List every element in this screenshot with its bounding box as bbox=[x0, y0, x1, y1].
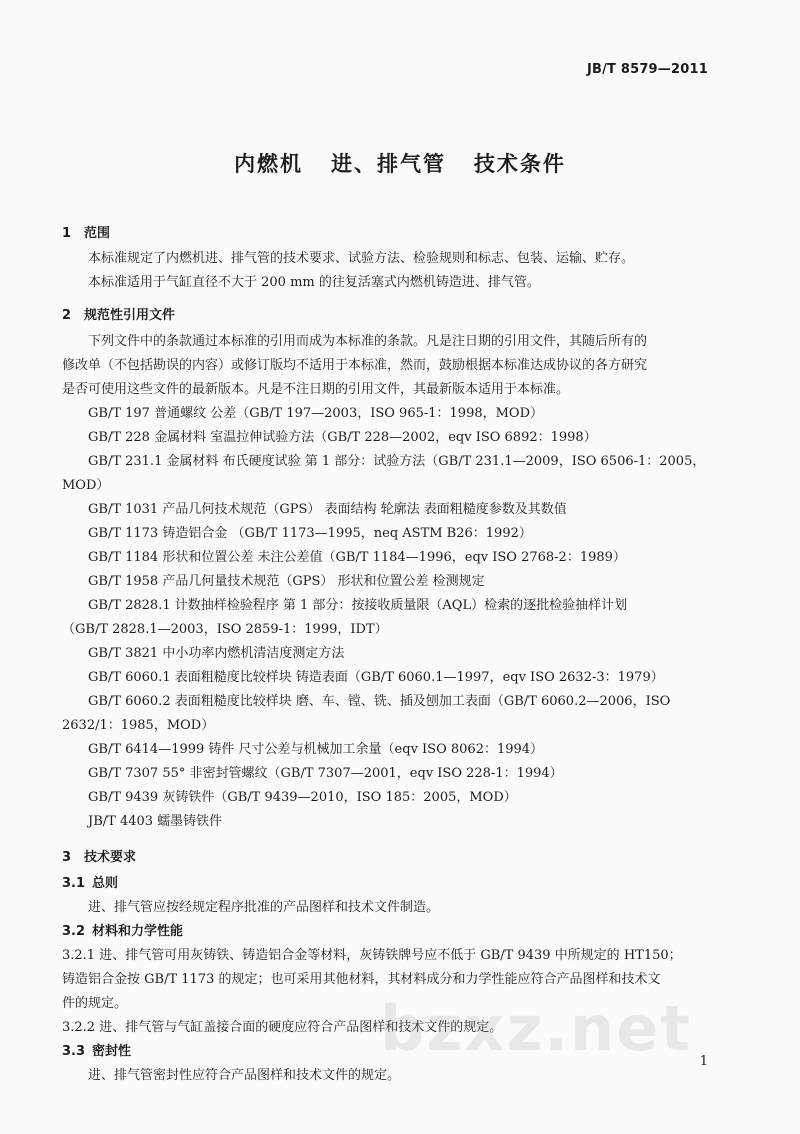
reference-item: GB/T 1184 形状和位置公差 未注公差值（GB/T 1184—1996，eqv ISO 2768-2：1989） bbox=[88, 550, 626, 565]
reference-item: GB/T 1031 产品几何技术规范（GPS） 表面结构 轮廓法 表面粗糙度参数及其数值 bbox=[88, 502, 567, 517]
reference-item: GB/T 197 普通螺纹 公差（GB/T 197—2003，ISO 965-1：1998，MOD） bbox=[88, 406, 544, 421]
page-number: 1 bbox=[699, 1054, 708, 1069]
subsection-number: 3.2 bbox=[62, 924, 86, 939]
reference-item: GB/T 6414—1999 铸件 尺寸公差与机械加工余量（eqv ISO 8062：1994） bbox=[88, 742, 544, 757]
clause-3-2-2-line: 3.2.2 进、排气管与气缸盖接合面的硬度应符合产品图样和技术文件的规定。 bbox=[62, 1020, 503, 1035]
section-number: 2 bbox=[62, 308, 72, 323]
reference-item: GB/T 1173 铸造铝合金 （GB/T 1173—1995，neq ASTM B26：1992） bbox=[88, 526, 532, 541]
body-line: 修改单（不包括勘误的内容）或修订版均不适用于本标准，然而，鼓励根据本标准达成协议的各方研究 bbox=[62, 358, 648, 373]
document-title: 内燃机 进、排气管 技术条件 bbox=[234, 152, 566, 176]
subsection-number: 3.1 bbox=[62, 876, 86, 891]
section-title: 规范性引用文件 bbox=[84, 308, 176, 323]
reference-item: GB/T 9439 灰铸铁件（GB/T 9439—2010，ISO 185：2005，MOD） bbox=[88, 790, 517, 805]
subsection-3-2-heading bbox=[62, 920, 183, 939]
reference-item: GB/T 3821 中小功率内燃机清洁度测定方法 bbox=[88, 646, 345, 661]
reference-item: GB/T 2828.1 计数抽样检验程序 第 1 部分：按接收质量限（AQL）检索的逐批检验抽样计划 bbox=[88, 598, 628, 613]
reference-item: （GB/T 2828.1—2003，ISO 2859-1：1999，IDT） bbox=[62, 622, 388, 637]
section-1-heading bbox=[62, 222, 110, 241]
body-line: 是否可使用这些文件的最新版本。凡是不注日期的引用文件，其最新版本适用于本标准。 bbox=[62, 382, 570, 397]
clause-3-2-1-line: 件的规定。 bbox=[62, 996, 128, 1011]
reference-item: GB/T 231.1 金属材料 布氏硬度试验 第 1 部分：试验方法（GB/T 231.1—2009，ISO 6506-1：2005， bbox=[88, 454, 706, 469]
subsection-3-3-heading bbox=[62, 1040, 131, 1059]
subsection-title: 总则 bbox=[92, 876, 119, 891]
body-line: 本标准适用于气缸直径不大于 200 mm 的往复活塞式内燃机铸造进、排气管。 bbox=[88, 275, 540, 290]
watermark: bzxz.net bbox=[380, 992, 692, 1065]
reference-item: 2632/1：1985，MOD） bbox=[62, 718, 215, 733]
section-title: 范围 bbox=[84, 226, 111, 241]
section-2-heading bbox=[62, 304, 175, 323]
clause-3-2-1-line: 铸造铝合金按 GB/T 1173 的规定；也可采用其他材料，其材料成分和力学性能应符合产品图样和技术文 bbox=[62, 972, 661, 987]
body-line: 下列文件中的条款通过本标准的引用而成为本标准的条款。凡是注日期的引用文件，其随后所有的 bbox=[88, 334, 648, 349]
section-title: 技术要求 bbox=[84, 850, 137, 865]
standard-code: JB/T 8579—2011 bbox=[586, 62, 708, 77]
reference-item: MOD） bbox=[62, 478, 110, 493]
reference-item: GB/T 6060.1 表面粗糙度比较样块 铸造表面（GB/T 6060.1—1997，eqv ISO 2632-3：1979） bbox=[88, 670, 664, 685]
body-line: 进、排气管应按经规定程序批准的产品图样和技术文件制造。 bbox=[88, 900, 440, 915]
reference-item: GB/T 228 金属材料 室温拉伸试验方法（GB/T 228—2002，eqv ISO 6892：1998） bbox=[88, 430, 597, 445]
clause-3-2-1-line: 3.2.1 进、排气管可用灰铸铁、铸造铝合金等材料，灰铸铁牌号应不低于 GB/T 9439 中所规定的 HT150； bbox=[62, 948, 682, 963]
reference-item: GB/T 7307 55° 非密封管螺纹（GB/T 7307—2001，eqv ISO 228-1：1994） bbox=[88, 766, 563, 781]
reference-item: JB/T 4403 蠕墨铸铁件 bbox=[88, 814, 223, 829]
reference-item: GB/T 1958 产品几何量技术规范（GPS） 形状和位置公差 检测规定 bbox=[88, 574, 485, 589]
body-line: 本标准规定了内燃机进、排气管的技术要求、试验方法、检验规则和标志、包装、运输、贮存。 bbox=[88, 251, 635, 266]
body-line: 进、排气管密封性应符合产品图样和技术文件的规定。 bbox=[88, 1068, 401, 1083]
subsection-number: 3.3 bbox=[62, 1044, 86, 1059]
section-3-heading bbox=[62, 846, 136, 865]
section-number: 3 bbox=[62, 850, 72, 865]
section-number: 1 bbox=[62, 226, 72, 241]
reference-item: GB/T 6060.2 表面粗糙度比较样块 磨、车、镗、铣、插及刨加工表面（GB/T 6060.2—2006，ISO bbox=[88, 694, 671, 709]
subsection-title: 材料和力学性能 bbox=[92, 924, 184, 939]
subsection-title: 密封性 bbox=[92, 1044, 132, 1059]
subsection-3-1-heading bbox=[62, 872, 118, 891]
